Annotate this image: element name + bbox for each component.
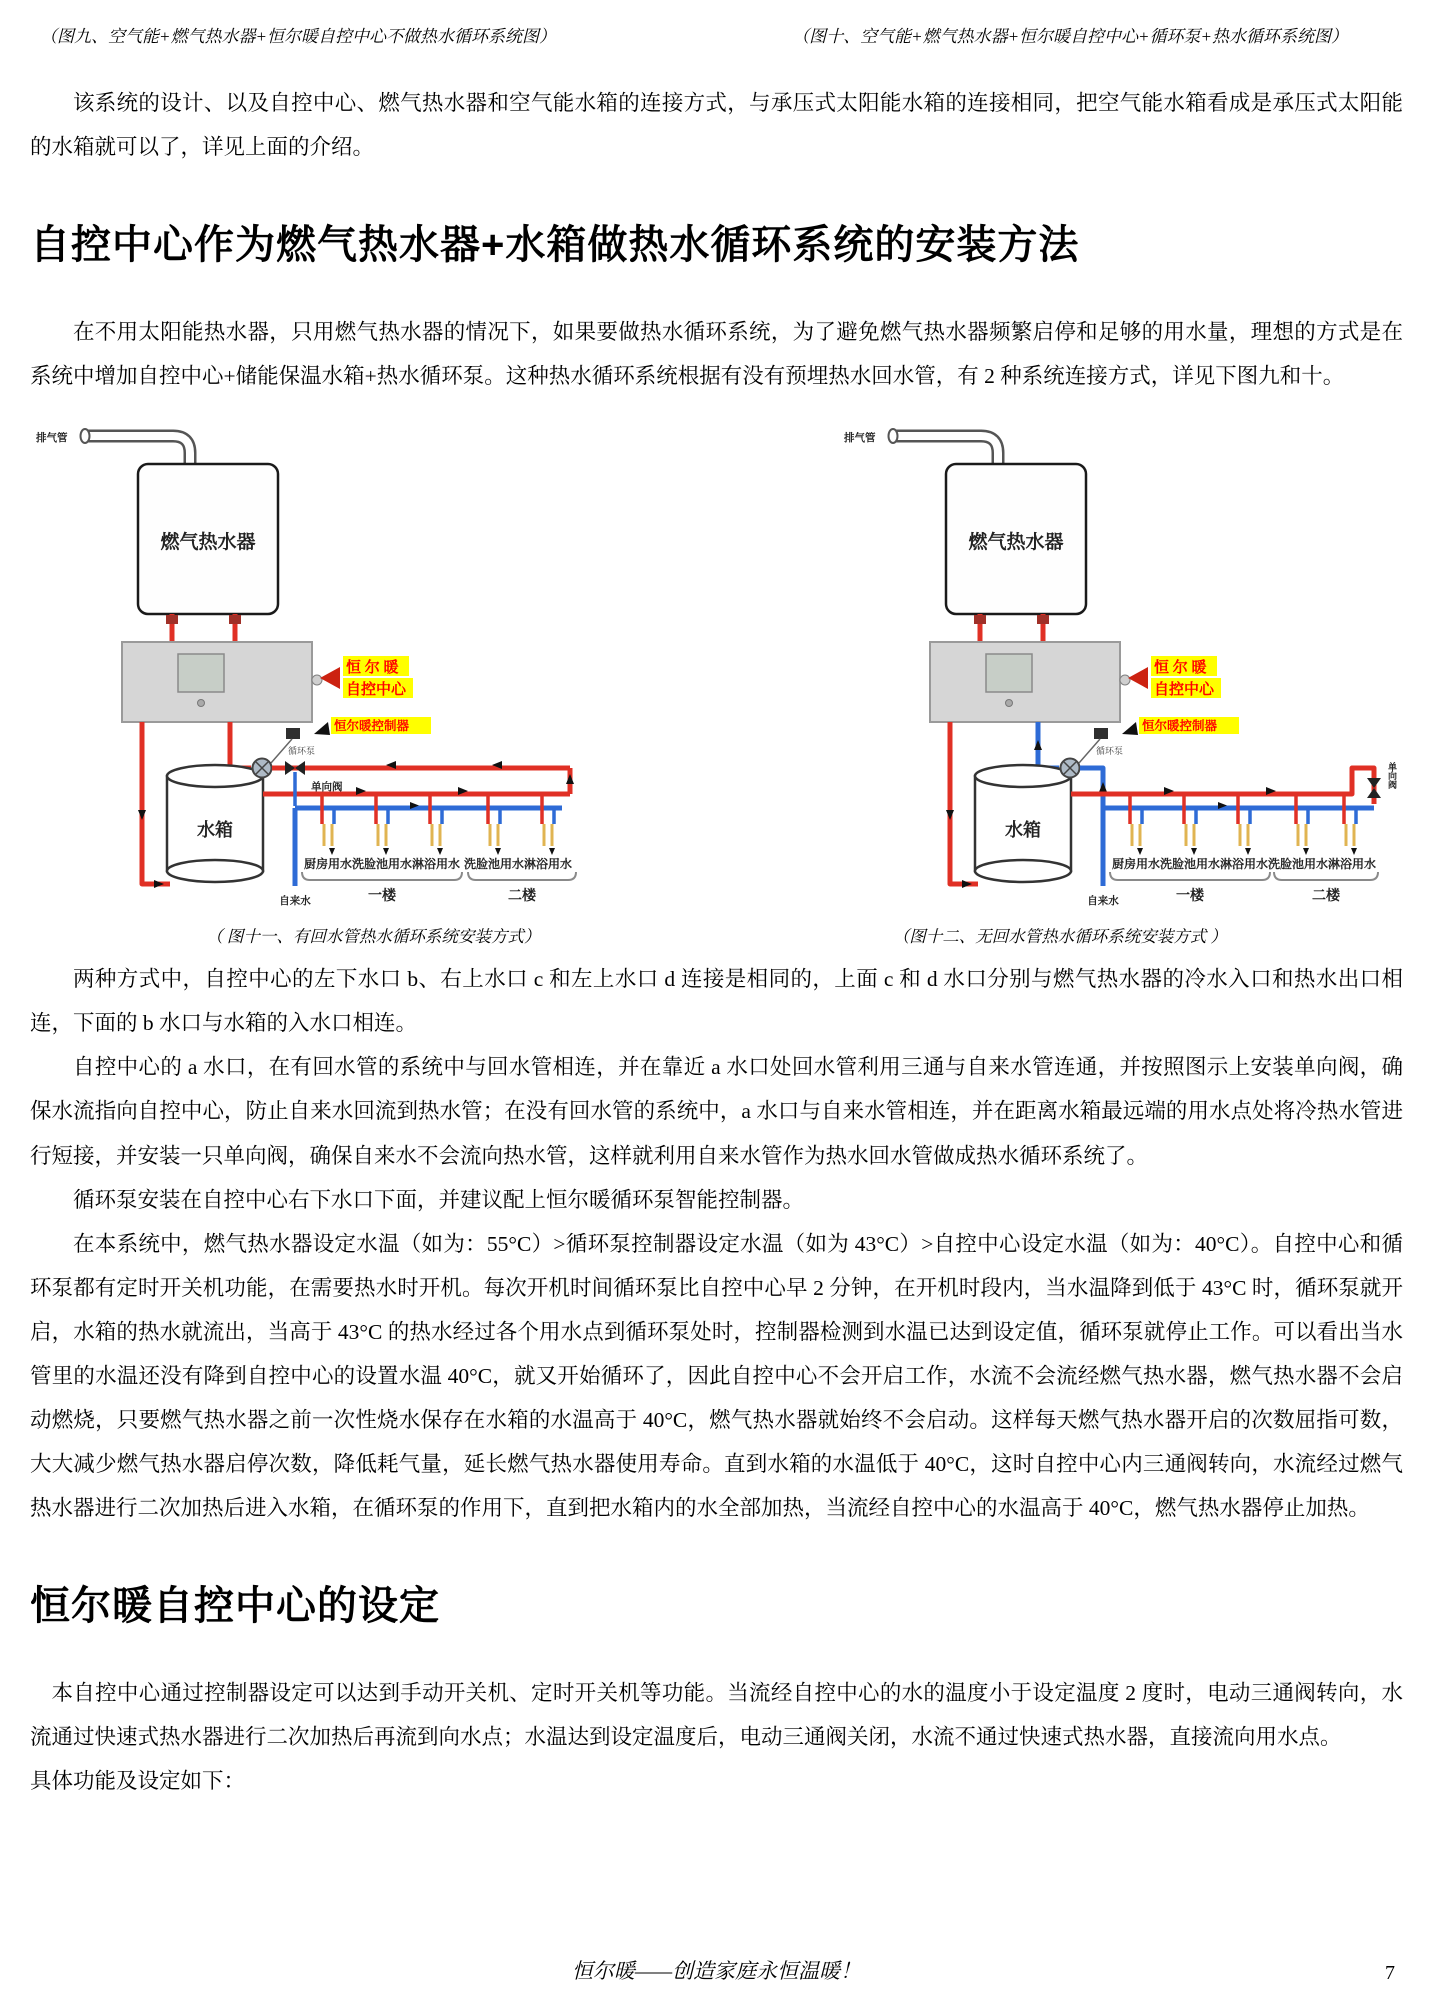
floor2-label: 二楼 <box>508 887 536 904</box>
tap-label-kitchen: 厨房用水 <box>1111 857 1161 872</box>
controller-arrow-icon <box>1122 722 1138 735</box>
water-tank-label: 水箱 <box>197 820 233 841</box>
tap-label-shower-2: 淋浴用水 <box>523 857 573 872</box>
section-heading-settings: 恒尔暖自控中心的设定 <box>30 1584 440 1629</box>
check-valve-icon <box>1367 778 1381 788</box>
pump-controller-label: 恒尔暖控制器 <box>1142 719 1218 734</box>
brand-label-line1: 恒 尔 暖 <box>1154 660 1207 677</box>
control-center-display <box>178 654 224 692</box>
tap-group <box>322 794 555 855</box>
tap-label-basin-2: 洗脸池用水 <box>463 857 525 872</box>
paragraph-temperature-logic: 在本系统中，燃气热水器设定水温（如为：55°C）>循环泵控制器设定水温（如为 43°C）>自控中心设定水温（如为：40°C）。自控中心和循环泵都有定时开关机功能，在需要热水时开机。每次开机时间循环泵比自控中心早 2 分钟，在开机时段内，当水温降到低于 43°C 时，循环泵就开启，水箱的热水就流出，当高于 43°C 的热水经过各个用水点到循环泵处时，控制器检测到水温已达到设定值，循环泵就停止工作。可以看出当水管里的水温还没有降到自控中心的设置水温 40°C，就又开始循环了，因此自控中心不会开启工作，水流不会流经燃气热水器，燃气热水器不会启动燃烧，只要燃气热水器之前一次性烧水保存在水箱的水温高于 40°C，燃气热水器就始终不会启动。这样每天燃气热水器开启的次数屈指可数，大大减少燃气热水器启停次数，降低耗气量，延长燃气热水器使用寿命。直到水箱的水温低于 40°C，这时自控中心内三通阀转向，水流经过燃气热水器进行二次加热后进入水箱，在循环泵的作用下，直到把水箱内的水全部加热，当流经自控中心的水温高于 40°C，燃气热水器停止加热。 <box>30 1231 1403 1520</box>
brand-arrow-icon <box>320 667 340 689</box>
pump-controller-device <box>286 728 300 739</box>
tap-label-shower-1: 淋浴用水 <box>1219 857 1269 872</box>
paragraph-pump-position: 循环泵安装在自控中心右下水口下面，并建议配上恒尔暖循环泵智能控制器。 <box>73 1187 805 1212</box>
paragraph-system-overview: 在不用太阳能热水器，只用燃气热水器的情况下，如果要做热水循环系统，为了避免燃气热水器频繁启停和足够的用水量，理想的方式是在系统中增加自控中心+储能保温水箱+热水循环泵。这种热水循环系统根据有没有预埋热水回水管，有 2 种系统连接方式，详见下图九和十。 <box>30 320 1403 389</box>
exhaust-pipe-label: 排气管 <box>844 432 876 445</box>
pump-controller-label: 恒尔暖控制器 <box>334 719 410 734</box>
control-center-display <box>986 654 1032 692</box>
mains-water-label: 自来水 <box>1087 895 1119 908</box>
paragraph-port-connections: 两种方式中，自控中心的左下水口 b、右上水口 c 和左上水口 d 连接是相同的，上面 c 和 d 水口分别与燃气热水器的冷水入口和热水出口相连，下面的 b 水口与水箱的入水口相连。 <box>30 967 1403 1036</box>
page-number: 7 <box>1385 1962 1395 1984</box>
diagram-with-return-pipe <box>30 416 595 921</box>
pump-label: 循环泵 <box>288 746 316 757</box>
tap-label-kitchen: 厨房用水 <box>303 857 353 872</box>
brand-label-line2: 自控中心 <box>1154 682 1215 699</box>
gas-heater-label: 燃气热水器 <box>160 532 256 554</box>
diagram-without-return-pipe <box>838 416 1403 921</box>
check-valve-label: 单向阀 <box>311 781 343 794</box>
brand-arrow-icon <box>1128 667 1148 689</box>
figure11-caption: （ 图十一、有回水管热水循环系统安装方式） <box>206 927 541 947</box>
header-captions <box>30 22 1403 47</box>
water-tank-label: 水箱 <box>1005 820 1041 841</box>
exhaust-pipe-cap <box>889 429 898 443</box>
figure12-caption: （图十二、无回水管热水循环系统安装方式 ） <box>892 927 1227 947</box>
header-caption-left: （图九、空气能+燃气热水器+恒尔暖自控中心不做热水循环系统图） <box>40 27 556 46</box>
floor2-label: 二楼 <box>1312 887 1340 904</box>
exhaust-pipe-cap <box>81 429 90 443</box>
diagram-row <box>30 416 1403 921</box>
mains-water-label: 自来水 <box>279 895 311 908</box>
controller-arrow-icon <box>314 722 330 735</box>
tap-label-basin-1: 洗脸池用水 <box>351 857 413 872</box>
pump-controller-device <box>1094 728 1108 739</box>
brand-label-line1: 恒 尔 暖 <box>346 660 399 677</box>
footer-slogan: 恒尔暖——创造家庭永恒温暖！ <box>571 1959 862 1983</box>
gas-heater-label: 燃气热水器 <box>968 532 1064 554</box>
tap-label-shower-1: 淋浴用水 <box>411 857 461 872</box>
paragraph-intro: 该系统的设计、以及自控中心、燃气热水器和空气能水箱的连接方式，与承压式太阳能水箱的连接相同，把空气能水箱看成是承压式太阳能的水箱就可以了，详见上面的介绍。 <box>30 91 1403 160</box>
tap-group <box>1130 794 1357 855</box>
section-heading-install-method: 自控中心作为燃气热水器+水箱做热水循环系统的安装方法 <box>30 223 1080 268</box>
paragraph-settings-lead-in: 具体功能及设定如下： <box>30 1769 246 1794</box>
pump-label: 循环泵 <box>1096 746 1124 757</box>
brand-label-line2: 自控中心 <box>346 682 407 699</box>
paragraph-port-a: 自控中心的 a 水口，在有回水管的系统中与回水管相连，并在靠近 a 水口处回水管利用三通与自来水管连通，并按照图示上安装单向阀，确保水流指向自控中心，防止自来水回流到热水管；在没有回水管的系统中，a 水口与自来水管相连，并在距离水箱最远端的用水点处将冷热水管进行短接，并安装一只单向阀，确保自来水不会流向热水管，这样就利用自来水管作为热水回水管做成热水循环系统了。 <box>30 1055 1403 1168</box>
paragraph-settings-overview: 本自控中心通过控制器设定可以达到手动开关机、定时开关机等功能。当流经自控中心的水的温度小于设定温度 2 度时，电动三通阀转向，水流通过快速式热水器进行二次加热后再流到向水点；水温达到设定温度后，电动三通阀关闭，水流不通过快速式热水器，直接流向用水点。 <box>30 1681 1403 1750</box>
header-caption-right: （图十、空气能+燃气热水器+恒尔暖自控中心+循环泵+热水循环系统图） <box>792 27 1348 46</box>
tap-label-shower-2: 淋浴用水 <box>1327 857 1377 872</box>
tap-label-basin-2: 洗脸池用水 <box>1267 857 1329 872</box>
footer <box>0 1955 1433 1985</box>
figure-captions <box>30 923 1403 947</box>
check-valve-label: 单向阀 <box>1387 762 1397 790</box>
floor1-label: 一楼 <box>368 887 396 904</box>
floor1-label: 一楼 <box>1176 887 1204 904</box>
exhaust-pipe-label: 排气管 <box>36 432 68 445</box>
tap-label-basin-1: 洗脸池用水 <box>1159 857 1221 872</box>
